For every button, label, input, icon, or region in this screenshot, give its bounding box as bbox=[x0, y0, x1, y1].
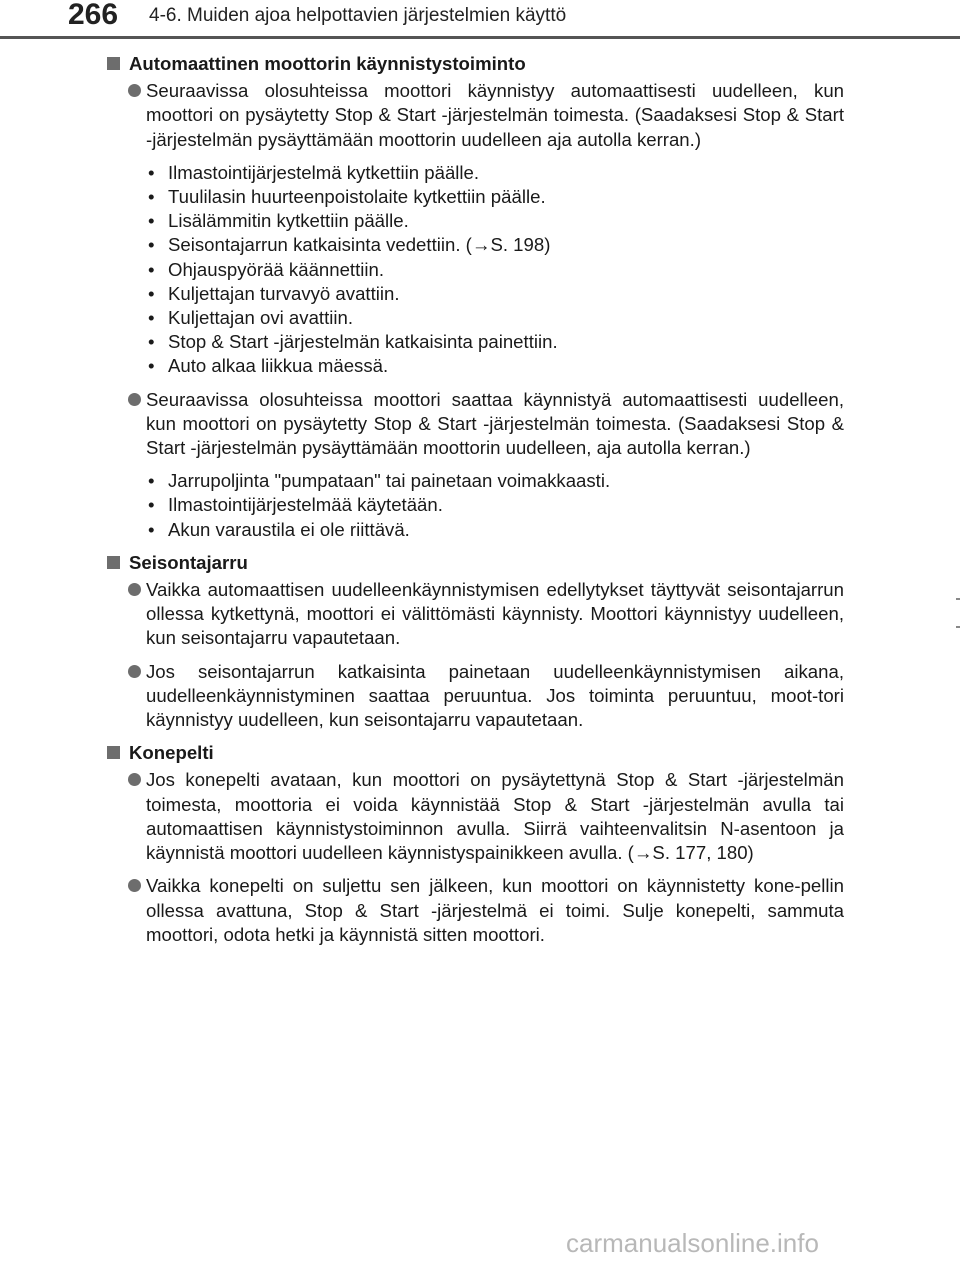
list-item-text: Auto alkaa liikkua mäessä. bbox=[168, 355, 389, 377]
list-item bbox=[146, 330, 844, 354]
section-title bbox=[107, 52, 844, 76]
square-marker-icon bbox=[107, 57, 120, 70]
list-item bbox=[146, 282, 844, 306]
section-title bbox=[107, 551, 844, 575]
bullet-dot-icon: • bbox=[148, 186, 155, 208]
paragraph-text: Vaikka automaattisen uudelleenkäynnistymisen edellytykset täyttyvät seisontajarrun ollessa kytkettynä, moottori ei välittömästi käynnisty. Moottori käynnistyy uudelleen, kun seisontajarru vapautetaan. bbox=[146, 579, 844, 649]
list-item bbox=[146, 493, 844, 517]
list-item-text: Seisontajarrun katkaisinta vedettiin. (→S. 198) bbox=[168, 234, 551, 256]
bullet-dot-icon: • bbox=[148, 307, 155, 329]
list-item bbox=[146, 161, 844, 185]
paragraph-text: Jos seisontajarrun katkaisinta painetaan uudelleenkäynnistymisen aikana, uudelleenkäynnistyminen saattaa peruuntua. Jos toiminta peruuntuu, moot-tori käynnistyy uudelleen, kun seisontajarru vapautetaan. bbox=[146, 660, 844, 731]
section-title-text: Automaattinen moottorin käynnistystoiminto bbox=[129, 53, 526, 74]
paragraph bbox=[107, 578, 844, 651]
list-item bbox=[146, 354, 844, 378]
paragraph bbox=[107, 79, 844, 152]
list-item-text: Jarrupoljinta "pumpataan" tai painetaan voimakkaasti. bbox=[168, 470, 611, 492]
circle-bullet-icon bbox=[128, 393, 141, 406]
edge-mark bbox=[956, 626, 960, 628]
section bbox=[107, 52, 844, 542]
bullet-dot-icon: • bbox=[148, 494, 155, 516]
section bbox=[107, 741, 844, 947]
section-title bbox=[107, 741, 844, 765]
circle-bullet-icon bbox=[128, 84, 141, 97]
circle-bullet-icon bbox=[128, 583, 141, 596]
section-title-text: Konepelti bbox=[129, 742, 214, 764]
paragraph-text: Jos konepelti avataan, kun moottori on pysäytettynä Stop & Start -järjestelmän toimesta, moottoria ei voida käynnistää Stop & Start -järjestelmän avulla tai automaattisen käynnistystoiminnon avulla. Siirrä vaihteenvalitsin N-asentoon ja käynnistä moottori uudelleen käynnistyspainikkeen avulla. (→S. 177, 180) bbox=[146, 769, 844, 864]
paragraph bbox=[107, 388, 844, 461]
list-item-text: Lisälämmitin kytkettiin päälle. bbox=[168, 210, 409, 232]
circle-bullet-icon bbox=[128, 879, 141, 892]
list-item bbox=[146, 258, 844, 282]
bullet-dot-icon: • bbox=[148, 161, 155, 183]
list-item-text: Kuljettajan ovi avattiin. bbox=[168, 307, 354, 329]
bullet-dot-icon: • bbox=[148, 210, 155, 232]
bullet-list bbox=[107, 161, 844, 379]
list-item bbox=[146, 306, 844, 330]
paragraph bbox=[107, 768, 844, 865]
list-item-text: Ilmastointijärjestelmä kytkettiin päälle. bbox=[168, 161, 480, 183]
list-item bbox=[146, 469, 844, 493]
bullet-dot-icon: • bbox=[148, 355, 155, 377]
page-content bbox=[107, 52, 844, 956]
square-marker-icon bbox=[107, 556, 120, 569]
paragraph bbox=[107, 660, 844, 733]
circle-bullet-icon bbox=[128, 773, 141, 786]
page-number: 266 bbox=[68, 0, 119, 31]
list-item-text: Kuljettajan turvavyö avattiin. bbox=[168, 282, 400, 304]
list-item-text: Ohjauspyörää käännettiin. bbox=[168, 258, 385, 280]
chapter-title: 4-6. Muiden ajoa helpottavien järjestelmien käyttö bbox=[149, 5, 567, 26]
bullet-dot-icon: • bbox=[148, 518, 155, 540]
list-item bbox=[146, 185, 844, 209]
bullet-dot-icon: • bbox=[148, 470, 155, 492]
paragraph-text: Seuraavissa olosuhteissa moottori saattaa käynnistyä automaattisesti uudelleen, kun moottori on pysäytetty Stop & Start -järjestelmän toimesta. (Saadaksesi Stop & Start -järjestelmän pysäyttämään moottorin uudelleen, aja autolla kerran.) bbox=[146, 388, 844, 459]
paragraph bbox=[107, 874, 844, 947]
edge-mark bbox=[956, 598, 960, 600]
list-item-text: Ilmastointijärjestelmää käytetään. bbox=[168, 494, 443, 516]
list-item-text: Stop & Start -järjestelmän katkaisinta painettiin. bbox=[168, 331, 558, 353]
bullet-dot-icon: • bbox=[148, 331, 155, 353]
header-rule bbox=[0, 36, 960, 39]
square-marker-icon bbox=[107, 746, 120, 759]
watermark-text: carmanualsonline.info bbox=[566, 1228, 819, 1258]
list-item bbox=[146, 233, 844, 257]
paragraph-text: Seuraavissa olosuhteissa moottori käynnistyy automaattisesti uudelleen, kun moottori on pysäytetty Stop & Start -järjestelmän toimesta. (Saadaksesi Stop & Start -järjestelmän pysäyttämään moottorin uudelleen aja autolla kerran.) bbox=[146, 80, 844, 150]
bullet-list bbox=[107, 469, 844, 542]
list-item-text: Akun varaustila ei ole riittävä. bbox=[168, 518, 410, 540]
bullet-dot-icon: • bbox=[148, 282, 155, 304]
section bbox=[107, 551, 844, 732]
paragraph-text: Vaikka konepelti on suljettu sen jälkeen, kun moottori on käynnistetty kone-pellin ollessa avattuna, Stop & Start -järjestelmä ei toimi. Sulje konepelti, sammuta moottori, odota hetki ja käynnistä sitten moottori. bbox=[146, 875, 844, 945]
list-item-text: Tuulilasin huurteenpoistolaite kytkettiin päälle. bbox=[168, 186, 546, 208]
page-header bbox=[0, 0, 960, 40]
list-item bbox=[146, 209, 844, 233]
bullet-dot-icon: • bbox=[148, 234, 155, 256]
bullet-dot-icon: • bbox=[148, 258, 155, 280]
section-title-text: Seisontajarru bbox=[129, 551, 248, 573]
circle-bullet-icon bbox=[128, 665, 141, 678]
list-item bbox=[146, 518, 844, 542]
